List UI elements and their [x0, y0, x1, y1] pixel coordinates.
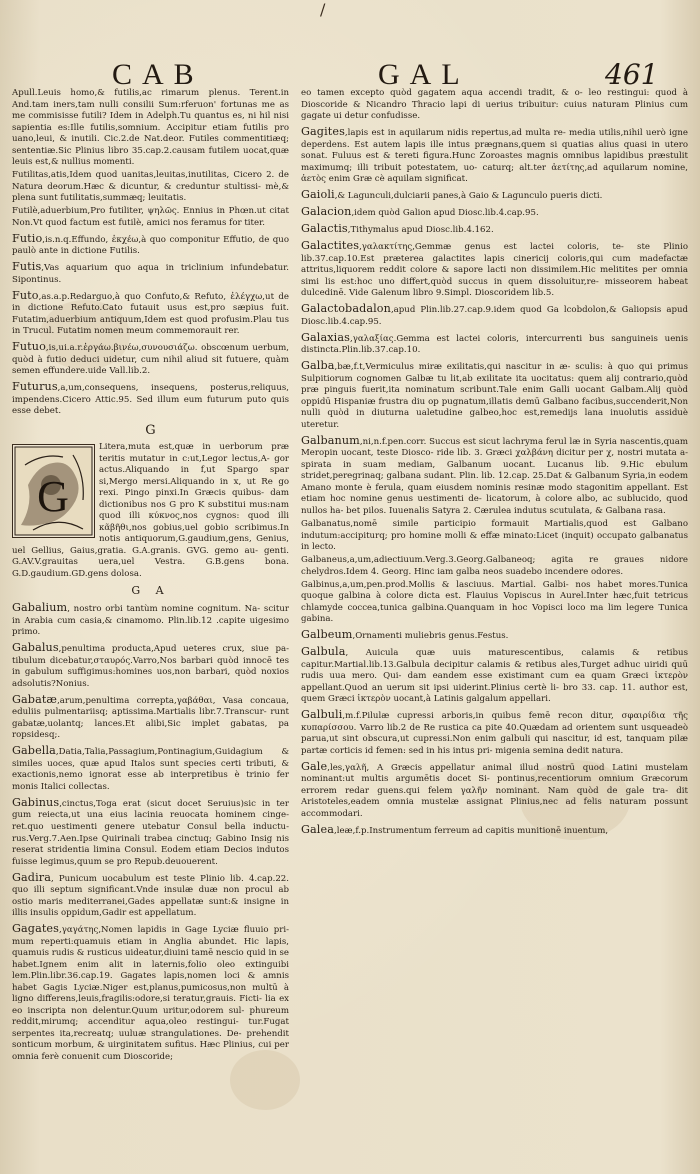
- dictionary-entry: [301, 238, 688, 300]
- entry-definition: ,apud Plin.lib.27.cap.9.idem quod Ga lcobdolon,& Galiopsis apud Diosc.lib.4.cap.95.: [301, 305, 688, 327]
- entry-definition: ,Datia,Talia,Passagium,Pontinagium,Guidagium & similes uoces, quæ apud Italos sunt species certi tributi, & exactionis,nemo ignorat esse ab interpretibus è trinio fer monis Italici collectas.: [12, 747, 289, 792]
- entry-headword: Gagates: [12, 922, 59, 936]
- entry-definition: Futilè,aduerbium,Pro futiliter, ψηλῶς. Ennius in Phœn.ut citat Non.Vt quod factum est futilè, amici nos feramus for titer.: [12, 206, 289, 228]
- entry-definition: ,Tithymalus apud Diosc.lib.4.162.: [347, 225, 494, 236]
- entry-definition: Galbanatus,nomē simile participio formauit Martialis,quod est Galbano indutum:accipiturq; pro homine molli & effæ minato:Licet (inquit) occupato galbanatus in lecto.: [301, 519, 688, 553]
- entries-futilis: [12, 88, 289, 418]
- entry-headword: Gabella: [12, 744, 56, 758]
- dictionary-entry: [301, 301, 688, 328]
- dictionary-entry: [12, 640, 289, 690]
- entry-headword: Futo: [12, 288, 39, 302]
- dictionary-entry: [301, 221, 688, 237]
- entry-definition: , Punicum uocabulum est teste Plinio lib. 4.cap.22. quo illi septum significant.Vnde insulæ duæ non procul ab ostio maris mediterranei,Gades appellatæ sunt:& insigne in illis insulis oppidum,Gadir est appellatum.: [12, 873, 289, 919]
- entry-definition: , nostro orbi tantùm nomine cognitum. Na- scitur in Arabia cum casia,& cinamomo. Plin.lib.12 .capite uigesimo primo.: [12, 604, 289, 638]
- entry-headword: Gabinus: [12, 795, 60, 809]
- dictionary-entry: [12, 231, 289, 258]
- decorated-initial-g: [12, 444, 95, 538]
- entry-definition: , Auicula quæ uuis maturescentibus, calamis & retibus capitur.Martial.lib.13.Galbula decipitur calamis & retibus ales,Turget adhuc uiridi quū rudis uua mero. Qui- dam eandem esse existimant cum ea quam Græci ἰκτερὸν appellant.Quod an uerum sit ipsi uiderint.Plinius certè li- bro 33. cap. 11. author est, quem Græci ἰκτερὸν uocant,à Latinis galgalum appellari.: [301, 648, 688, 705]
- entry-headword: Gabalus: [12, 641, 59, 655]
- dictionary-entry: [12, 921, 289, 1063]
- entry-headword: Futis: [12, 260, 42, 274]
- dictionary-entry: [301, 330, 688, 357]
- entry-definition: ,penultima producta,Apud ueteres crux, siue pa- tibulum dicebatur,σταυρός.Varro,Nos barbari quòd innocē tes in gabulum suffigimus:homines uos,non barbari, quòd noxios adsolutis?Nonius.: [12, 644, 289, 689]
- dictionary-entry: [301, 627, 688, 643]
- entry-headword: Gale: [301, 759, 328, 773]
- entry-headword: Gabatæ: [12, 692, 58, 706]
- entry-headword: Galba: [301, 359, 335, 373]
- entry-definition: ,& Lagunculi,dulciarii panes,à Gaio & Lagunculo pueris dicti.: [334, 191, 603, 202]
- entry-headword: Gaioli: [301, 188, 335, 202]
- entry-headword: Futio: [12, 231, 43, 245]
- entry-definition: ,bæ,f.t,Vermiculus miræ exilitatis,qui nascitur in æ- sculis: à quo qui primus Sulpitiorum cognomen Galbæ tu lit,ab exilitate ita uocitatus: quem alij contrario,quòd præ pinguis fuerit,ita nominatum scribunt.Tale enim Galli uocant Galbam.Alij quòd oppidū Hispaniæ frustra diu op pugnatum,illatis demū Galbano facibus,succenderit,Non nulli quòd in diuturna ualetudine galbeo,hoc est,remedijs lana inuolutis assiduè uteretur.: [301, 362, 688, 430]
- dictionary-entry: [301, 204, 688, 220]
- entry-definition: ,a,um,consequens, insequens, posterus,reliquus, impendens.Cicero Attic.95. Sed illum eum futurum puto quis esse debet.: [12, 383, 289, 417]
- entry-definition: ,as.a.p.Redarguo,à quo Confuto,& Refuto, ἐλέγχω,ut de in dictione Refuto.Cato futauit usus est,pro sæpius fuit. Futatim,aduerbium antiquum,Idem est quod profusim.Plau tus in Trucul. Futatim nomen meum commemorauit rer.: [12, 291, 289, 337]
- dictionary-entry: [12, 339, 289, 378]
- dictionary-entry: [301, 187, 688, 203]
- entry-definition: ,lapis est in aquilarum nidis repertus,ad multa re- media utilis,nihil uerò igne deperdens. Est autem lapis ille intus prægnans,quem si quatias alius quasi in utero sonat. Fuluus est & tereti figura.Hunc Zoroastes magnis omnibus lapidibus præstulit maximumq; illi tribuit potestatem, uo- caturq; alt.ter ἀετίτης,ad aquilarum nomine, ἀετὸς enim Græ cè aquilam significat.: [301, 128, 688, 185]
- dictionary-entry: [12, 795, 289, 868]
- entries-gal: [301, 88, 688, 837]
- dictionary-entry: [301, 433, 688, 518]
- entry-definition: Galbaneus,a,um,adiectiuum.Verg.3.Georg.Galbaneoq; agita re graues nidore chelydros.Idem 4. Georg. Hinc iam galba neos suadebo incendere odores.: [301, 555, 688, 577]
- dictionary-entry: [12, 288, 289, 338]
- entry-headword: Galactobadalon: [301, 302, 391, 316]
- dictionary-entry: [12, 870, 289, 920]
- entry-definition: Galbinus,a,um,pen.prod.Mollis & lasciuus. Martial. Galbi- nos habet mores.Tunica quoque galbina à colore dicta est. Flauius Vopiscus in Aurel.Inter hæc,fuit tetricus chlamyde coccea,tunica galbina.Quanquam in hoc Vopisci loco ma lim legere Tunica gabina.: [301, 579, 688, 625]
- right-column: [301, 88, 688, 839]
- dictionary-entry: [301, 580, 688, 626]
- dictionary-entry: [301, 644, 688, 706]
- entry-headword: Galea: [301, 822, 334, 836]
- letter-section-heading: G: [145, 422, 156, 438]
- entry-headword: Gagites: [301, 125, 345, 139]
- dictionary-entry: [12, 206, 289, 229]
- dictionary-entry: [301, 555, 688, 578]
- entry-definition: ,γαλακτίτης,Gemmæ genus est lactei coloris, te- ste Plinio lib.37.cap.10.Est præterea galactites lapis cinericij coloris,qui cum madefactæ attritus,liquorem reddit colore & sapore lacti non dissimilem.Hic melitites per omnia simi lis est:hoc uno differt,quòd succus in quem dissoluitur,re- misseorem habeat dulcedinē. Vide Galenum libro 9.Simpl. Dioscoridem lib.5.: [301, 242, 688, 299]
- entry-definition: ,arum,penultima correpta,γαβάθαι, Vasa concaua, eduliis pulmentariisq; aptissima.Martialis libr.7.Transcur- runt gabatæ,uolantq; lances.Et alibi,Sic implet gabatas, pa ropsidesq;.: [12, 695, 289, 741]
- entry-headword: Galaxias: [301, 330, 350, 344]
- entry-definition: ,m.f.Pilulæ cupressi arboris,in quibus femē recon ditur, σφαιρίδια τῆς κυπαρίσσου. Varro lib.2 de Re rustica ca pite 40.Quædam ad orientem sunt usqueadeò parua,ut sint obscura,ut cupressi.Non enim galbuli qui nascitur, id est, tanquam pilæ partæ corticis id femen: sed in his intus pri- migenia semina dedit natura.: [301, 711, 688, 756]
- entry-definition: ,cinctus,Toga erat (sicut docet Seruius)sic in ter gum reiecta,ut una eius lacinia reuocata hominem cinge- ret.quo uestimenti genere utebatur Consul bella inductu- rus.Verg.7.Aen.Ipse Quirinali trabea cinctuq; Gabino Insig nis reserat stridentia limina Consul. Eodem etiam Decios indutos fuisse legimus,quum se pro Repub.deuouerent.: [12, 798, 289, 867]
- entry-definition: ,Ornamenti muliebris genus.Festus.: [352, 631, 509, 642]
- entry-headword: Futurus: [12, 380, 58, 394]
- entry-definition: ,leæ,f.p.Instrumentum ferreum ad capitis munitionē inuentum,: [333, 825, 609, 836]
- dictionary-entry: [301, 519, 688, 554]
- letter-g-text: Litera,muta est,quæ in uerborum præ teritis mutatur in c:ut,Legor lectus,A- gor actus.Aliquando in f,ut Spargo spar si,Mergo mersi.Aliquando in x, ut Re go rexi. Pingo pinxi.In Græcis quibus- dam dictionibus nos G pro K substitui mus:nam quod illi κύκνος,nos cygnos: quod illi κᾶβῆθι,nos gobius,uel gobio scribimus.In notis antiquorum,G.gaudium,gens, Genius, uel Gellius, Gaius,gratia. G.A.granis. GVG. gemo au- genti. G.AV.V.grauitas uera,uel Vestra. G.B.gens bona. G.D.gaudium.GD.gens dolosa.: [12, 442, 289, 579]
- dictionary-entry: [12, 259, 289, 286]
- entry-definition: eo tamen excepto quòd gagatem aqua accendi tradit, & o- leo restingui: quod à Dioscoride & Nicandro Thracio lapi di uerius tribuitur: cuius naturam Plinius cum gagate ui detur confudisse.: [301, 88, 688, 122]
- entries-ga: [12, 600, 289, 1063]
- dictionary-entry: [12, 692, 289, 742]
- entry-definition: ,ni,n.f.pen.corr. Succus est sicut lachryma ferul læ in Syria nascentis,quam Meropin uocant, teste Diosco- ride lib. 3. Græci χαλβάνη dicitur per χ, nostri mutata a- spirata in suam mediam, Galbanum uocant. Lucanus lib. 9.Hic ebulum stridet,peregrinaq; galbana sudant. Plin. lib. 12.cap. 25.Dat & Galbanum Syria,in eodem Amano monte è ferula, quam eiusdem nominis resinæ modo stagonitim appellant. Est etiam hoc nomine genus uestimenti de- licatorum, à colore albo, ac sublucido, quod nullos ha- bet pilos. Iuuenalis Satyra 2. Cærulea indutus scutulata, & Galbana rasa.: [301, 436, 688, 516]
- entry-definition: ,idem quòd Galion apud Diosc.lib.4.cap.95.: [351, 208, 539, 219]
- running-header-right: GAL: [378, 58, 470, 91]
- dictionary-entry: [12, 743, 289, 793]
- entry-headword: Galbuli: [301, 708, 343, 722]
- entry-headword: Galactis: [301, 222, 348, 236]
- page-number: 461: [605, 58, 659, 91]
- entry-definition: ,Vas aquarium quo aqua in triclinium infundebatur. Sipontinus.: [12, 263, 289, 285]
- dictionary-entry: [301, 822, 688, 838]
- entry-headword: Galacion: [301, 205, 352, 219]
- entry-definition: ,γαλαξίας.Gemma est lactei coloris, intercurrenti bus sanguineis uenis distincta.Plin.lib.37.cap.10.: [301, 333, 688, 356]
- entry-headword: Gadira: [12, 870, 51, 884]
- entry-headword: Futuo: [12, 340, 46, 354]
- letter-g-paragraph: [12, 442, 289, 580]
- ink-mark: /: [320, 0, 326, 19]
- dictionary-entry: [301, 124, 688, 186]
- dictionary-entry: [301, 88, 688, 123]
- entry-headword: Galbeum: [301, 628, 353, 642]
- svg-text:G: G: [37, 472, 69, 522]
- entry-definition: Apull.Leuis homo,& futilis,ac rimarum plenus. Terent.in And.tam iners,tam nulli consilii Sum:rferuon' fortunas me as me commisisse futili? Idem in Adelph.Tu quantus es, ni hil nisi sapientia es:Ille futilis,somnium. Accipitur etiam futilis pro uano,leui, & inutili. Cic.2.de Nat.deor. Futiles commentitiæq; sententiæ.Sic Plinius libro 35.cap.2.causam futilem uocat,quæ leuis est,& nullius momenti.: [12, 88, 289, 168]
- dictionary-entry: [12, 170, 289, 205]
- entry-definition: ,is.n.q.Effundo, ἐκχέω,à quo componitur Effutio, de quo paulò ante in dictione Futilis.: [12, 234, 289, 257]
- entry-headword: Galactites: [301, 239, 360, 253]
- dictionary-entry: [301, 358, 688, 431]
- dictionary-entry: [12, 379, 289, 418]
- entry-definition: ,les,γαλῆ, A Græcis appellatur animal illud nostrū quod Latini mustelam nominant:ut multis argumētis docet Si- pontinus,recentiorum omnium Græcorum errorem redar guens.qui felem γαλῆν nominant. Nam quòd de gale tra- dit Aristoteles,eadem omnia mustelæ assignat Plinius,nec ad felis naturam possunt accommodari.: [301, 762, 688, 819]
- entry-headword: Gabalium: [12, 601, 68, 615]
- left-column: [12, 88, 289, 1065]
- ga-section-heading: G A: [131, 583, 170, 597]
- running-header-left: CAB: [112, 58, 204, 91]
- entry-definition: ,γαγάτης,Nomen lapidis in Gage Lyciæ fluuio pri- mum reperti:quamuis etiam in Anglia abundet. Hic lapis, quamuis rudis & rusticus uideatur,diuini tamē nescio quid in se habet.Ignem enim alit in laternis,folio oleo extinguibi lem.Plin.libr.36.cap.19. Gagates lapis,nomen loci & amnis habet Gagis Lyciæ.Niger est,planus,pumicosus,non multū à ligno differens,leuis,fragilis:odore,si teratur,grauis. Ficti- lia ex eo inscripta non delentur.Quum uritur,odorem sul- phureum reddit,mirumq; accenditur aqua,oleo restingui- tur.Fugat serpentes ita,recreatq; uuluæ strangulationes. De- prehendit sonticum morbum, & uirginitatem sufitus. Hæc Plinius, cui per omnia ferè conuenit cum Dioscoride;: [12, 925, 289, 1062]
- dictionary-entry: [301, 759, 688, 821]
- entry-headword: Galbanum: [301, 433, 360, 447]
- dictionary-entry: [12, 88, 289, 169]
- entry-definition: ,is,ui.a.r.ἐργάω.βινέω,συνουσιάζω. obscœnum uerbum, quòd à futio deduci uidetur, cum nihil aliud sit futuere, quàm semen effundere.uide Vall.lib.2.: [12, 343, 289, 377]
- entry-definition: Futilitas,atis,Idem quod uanitas,leuitas,inutilitas, Cicero 2. de Natura deorum.Hæc & dicuntur, & creduntur stultissi- mè,& plena sunt futilitatis,summæq; leuitatis.: [12, 170, 289, 204]
- dictionary-entry: [301, 707, 688, 757]
- dictionary-entry: [12, 600, 289, 639]
- entry-headword: Galbula: [301, 645, 346, 659]
